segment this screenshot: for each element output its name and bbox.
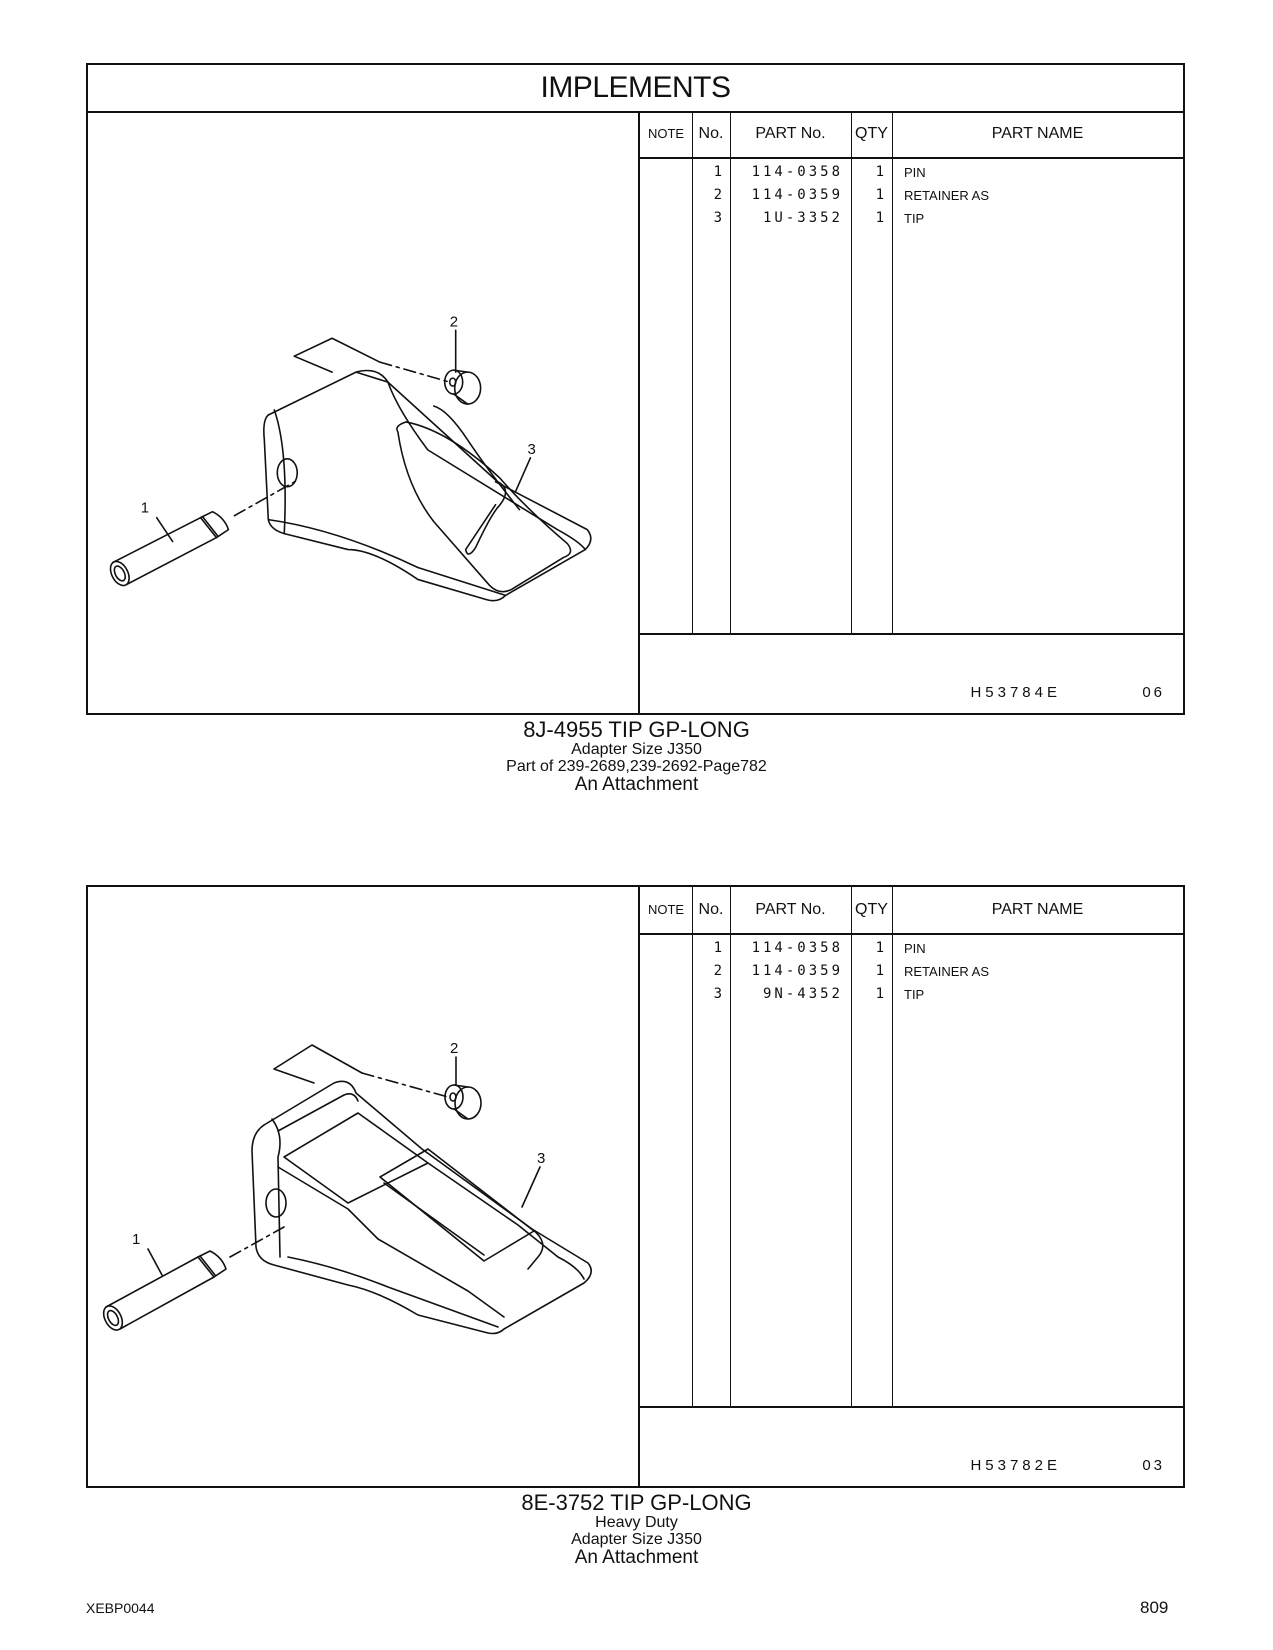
- row-qty: 1: [875, 210, 884, 226]
- row-part-no: 114-0359: [751, 187, 843, 203]
- header-qty: QTY: [855, 125, 888, 142]
- header-no: No.: [698, 901, 724, 918]
- row-part-no: 114-0358: [751, 164, 843, 180]
- row-part-no: 1U-3352: [762, 210, 843, 226]
- row-qty: 1: [875, 986, 884, 1002]
- row-qty: 1: [875, 164, 884, 180]
- row-part-name: RETAINER AS: [904, 188, 990, 203]
- caption-line: Heavy Duty: [595, 1514, 678, 1531]
- row-part-no: 9N-4352: [762, 986, 843, 1002]
- retainer-drawing: [445, 370, 481, 404]
- illustration-ref-number: 06: [1142, 684, 1165, 701]
- header-part-name: PART NAME: [991, 901, 1084, 918]
- caption-attachment: An Attachment: [574, 774, 699, 795]
- row-part-name: PIN: [904, 165, 926, 180]
- parts-table-1: [638, 111, 1183, 713]
- pin-drawing: [100, 1251, 226, 1333]
- group-title: 8E-3752 TIP GP-LONG: [521, 1490, 752, 1515]
- row-no: 3: [713, 210, 722, 226]
- header-note: NOTE: [647, 902, 685, 917]
- callout-2: 2: [450, 1040, 459, 1057]
- tip-assembly-illustration: [88, 887, 638, 1486]
- table-header: [640, 887, 1183, 935]
- caption-line: Adapter Size J350: [571, 741, 702, 758]
- row-part-name: TIP: [904, 211, 925, 226]
- header-part-no: PART No.: [755, 125, 826, 142]
- caption-line: Adapter Size J350: [571, 1531, 702, 1548]
- exploded-view-diagram-2: [88, 887, 638, 1486]
- row-no: 1: [713, 940, 722, 956]
- row-part-name: PIN: [904, 941, 926, 956]
- callout-3: 3: [537, 1150, 546, 1167]
- illustration-ref-code: H53784E: [970, 684, 1061, 701]
- group-title: 8J-4955 TIP GP-LONG: [523, 717, 750, 742]
- row-part-name: TIP: [904, 987, 925, 1002]
- table-footer: [640, 1406, 1183, 1486]
- header-part-no: PART No.: [755, 901, 826, 918]
- row-part-name: RETAINER AS: [904, 964, 990, 979]
- header-part-name: PART NAME: [991, 125, 1084, 142]
- table-row: [640, 983, 1183, 1006]
- table-row: [640, 184, 1183, 207]
- table-row: [640, 161, 1183, 184]
- row-qty: 1: [875, 940, 884, 956]
- row-no: 2: [713, 187, 722, 203]
- header-note: NOTE: [647, 126, 685, 141]
- caption-line: Part of 239-2689,239-2692-Page782: [506, 758, 767, 775]
- row-qty: 1: [875, 187, 884, 203]
- page-number: 809: [1140, 1598, 1169, 1617]
- illustration-ref-code: H53782E: [970, 1457, 1061, 1474]
- row-no: 2: [713, 963, 722, 979]
- table-row: [640, 937, 1183, 960]
- callout-1: 1: [132, 1231, 141, 1248]
- row-no: 3: [713, 986, 722, 1002]
- tip-drawing: [252, 1081, 591, 1333]
- row-qty: 1: [875, 963, 884, 979]
- callout-3: 3: [527, 440, 536, 458]
- table-header: [640, 111, 1183, 159]
- row-no: 1: [713, 164, 722, 180]
- caption-1: [0, 719, 1273, 795]
- illustration-ref-number: 03: [1142, 1457, 1165, 1474]
- parts-panel-1: [86, 63, 1185, 715]
- tip-drawing: [264, 371, 591, 601]
- table-row: [640, 207, 1183, 230]
- callout-2: 2: [449, 313, 459, 331]
- header-no: No.: [698, 125, 724, 142]
- page-title: IMPLEMENTS: [88, 65, 1183, 113]
- row-part-no: 114-0359: [751, 963, 843, 979]
- retainer-drawing: [445, 1085, 481, 1119]
- parts-panel-2: [86, 885, 1185, 1488]
- exploded-view-diagram-1: [88, 111, 638, 713]
- caption-attachment: An Attachment: [574, 1547, 699, 1568]
- row-part-no: 114-0358: [751, 940, 843, 956]
- callout-1: 1: [140, 499, 150, 517]
- parts-table-2: [638, 887, 1183, 1486]
- caption-2: [0, 1492, 1273, 1568]
- table-row: [640, 960, 1183, 983]
- document-code: XEBP0044: [86, 1600, 155, 1616]
- table-footer: [640, 633, 1183, 713]
- header-qty: QTY: [855, 901, 888, 918]
- pin-drawing: [107, 512, 229, 589]
- tip-assembly-illustration: [88, 111, 638, 713]
